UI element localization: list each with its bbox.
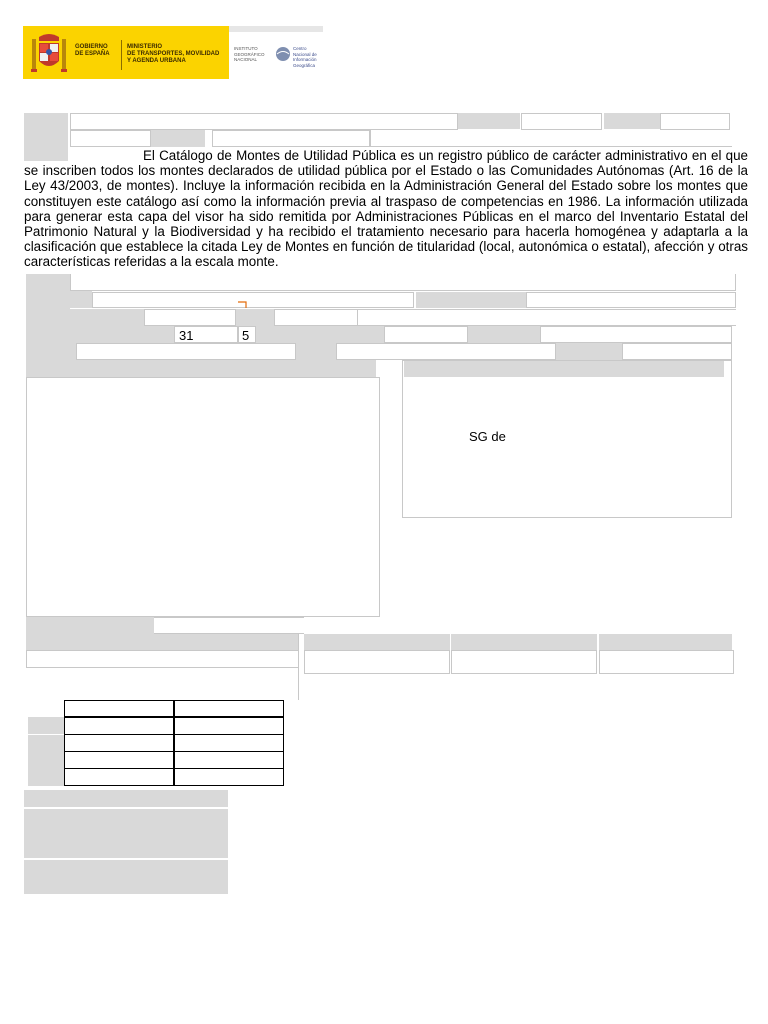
table-header bbox=[174, 700, 284, 717]
government-label: GOBIERNO DE ESPAÑA bbox=[75, 44, 110, 57]
value-field bbox=[92, 292, 414, 308]
abstract-text: El Catálogo de Montes de Utilidad Pública es un registro público de carácter administrativo en el que se inscriben todos los montes declarados de utilidad pública por el Estado o las Comunidades Autónomas (Art. 16 de la Ley 43/2003, de montes). Incluye la información recibida en la Administración General del Estado sobre los montes que constituyen este catálogo así como la información previa al traspaso de competencias en 1986. La información utilizada para generar esta capa del visor ha sido remitida por Administraciones Públicas en el marco del Inventario Estatal del Patrimonio Natural y la Biodiversidad y ha recibido el tratamiento necesario para hacerla homogénea y adaptarla a la clasificación que establece la citada Ley de Montes en función de titularidad (local, autonómica o estatal), afección y otras características referidas a la escala monte. bbox=[24, 148, 748, 270]
table-cell bbox=[64, 734, 174, 752]
title-field bbox=[70, 113, 458, 130]
ign-label: INSTITUTO GEOGRÁFICO NACIONAL bbox=[234, 46, 265, 62]
table-row-label bbox=[28, 752, 64, 769]
value-field bbox=[76, 343, 296, 360]
table-cell bbox=[174, 751, 284, 769]
label-cell bbox=[151, 130, 205, 147]
table-cell bbox=[174, 717, 284, 735]
label-cell bbox=[604, 113, 660, 129]
value-field bbox=[336, 343, 556, 360]
table-row-label bbox=[28, 735, 64, 752]
label-cell bbox=[26, 309, 144, 326]
label-cell bbox=[599, 634, 732, 650]
value-field bbox=[370, 130, 732, 147]
value-field bbox=[384, 326, 468, 343]
table-row-label bbox=[28, 717, 64, 734]
panel-right bbox=[402, 360, 732, 518]
bottom-block bbox=[24, 790, 228, 807]
table-cell bbox=[64, 768, 174, 786]
value-field bbox=[622, 343, 732, 360]
label-cell bbox=[26, 326, 174, 343]
label-cell bbox=[256, 326, 384, 343]
coat-of-arms-icon bbox=[29, 31, 69, 75]
value-field bbox=[521, 113, 602, 130]
value-field bbox=[154, 617, 304, 634]
label-cell bbox=[556, 343, 622, 360]
cnig-globe-icon bbox=[275, 46, 291, 62]
table-row-label bbox=[28, 769, 64, 786]
value-field bbox=[26, 650, 298, 668]
label-cell bbox=[236, 309, 274, 326]
value-field bbox=[358, 309, 736, 326]
divider-line bbox=[298, 634, 299, 700]
value-field bbox=[540, 326, 732, 343]
cnig-label: Centro Nacional de Información Geográfica bbox=[293, 46, 317, 68]
value-field bbox=[144, 309, 236, 326]
value-field bbox=[70, 274, 736, 291]
logo-divider bbox=[121, 40, 122, 70]
label-cell bbox=[296, 343, 336, 360]
value-field bbox=[451, 650, 597, 674]
value-field bbox=[304, 650, 450, 674]
panel-left-header bbox=[26, 360, 376, 377]
value-field bbox=[70, 130, 151, 147]
value-31: 31 bbox=[174, 326, 238, 343]
contact-text: SG de bbox=[469, 429, 506, 444]
label-cell bbox=[70, 291, 92, 308]
table-header bbox=[64, 700, 174, 717]
value-field bbox=[599, 650, 734, 674]
table-cell bbox=[174, 768, 284, 786]
label-cell bbox=[458, 113, 520, 129]
label-cell bbox=[416, 292, 526, 308]
label-cell bbox=[304, 634, 450, 650]
bottom-block bbox=[24, 809, 228, 858]
value-5: 5 bbox=[238, 326, 256, 343]
label-cell bbox=[26, 617, 154, 634]
label-cell bbox=[26, 343, 76, 360]
table-cell bbox=[64, 717, 174, 735]
value-field bbox=[274, 309, 358, 326]
table-cell bbox=[174, 734, 284, 752]
ministry-label: MINISTERIO DE TRANSPORTES, MOVILIDAD Y AGENDA URBANA bbox=[127, 44, 220, 64]
panel-right-header bbox=[404, 361, 724, 377]
table-cell bbox=[64, 751, 174, 769]
bottom-block bbox=[24, 860, 228, 894]
panel-left-body bbox=[26, 377, 380, 617]
value-field bbox=[660, 113, 730, 130]
value-field bbox=[212, 130, 370, 147]
label-cell bbox=[451, 634, 597, 650]
label-cell bbox=[26, 634, 298, 650]
label-cell bbox=[468, 326, 540, 343]
value-field bbox=[526, 292, 736, 308]
